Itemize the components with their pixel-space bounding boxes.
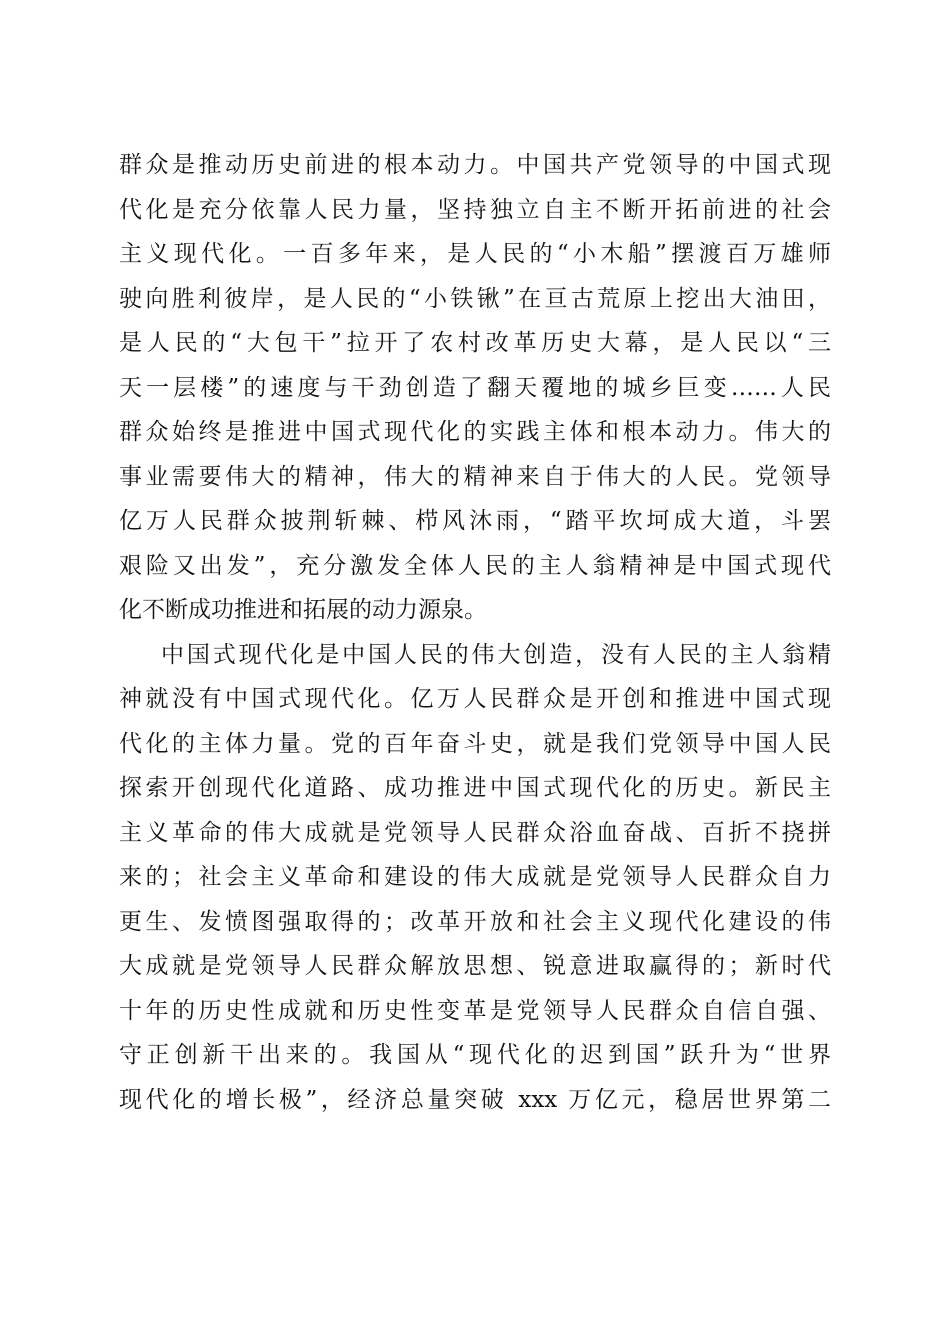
text-line: 十年的历史性成就和历史性变革是党领导人民群众自信自强、 — [119, 997, 831, 1024]
text-line: 是人民的“大包干”拉开了农村改革历史大幕，是人民以“三 — [119, 330, 831, 356]
text-line: 中国式现代化是中国人民的伟大创造，没有人民的主人翁精 — [161, 641, 831, 668]
text-line: 艰险又出发”，充分激发全体人民的主人翁精神是中国式现代 — [119, 552, 831, 579]
text-line: 群众是推动历史前进的根本动力。中国共产党领导的中国式现 — [119, 152, 831, 178]
paragraph-2 — [119, 633, 831, 1123]
text-line: 代化是充分依靠人民力量，坚持独立自主不断开拓前进的社会 — [119, 196, 831, 223]
text-line: 神就没有中国式现代化。亿万人民群众是开创和推进中国式现 — [119, 686, 831, 712]
text-line: 更生、发愤图强取得的；改革开放和社会主义现代化建设的伟 — [119, 908, 831, 935]
text-line: 事业需要伟大的精神，伟大的精神来自于伟大的人民。党领导 — [119, 463, 831, 490]
text-line: 化不断成功推进和拓展的动力源泉。 — [119, 597, 487, 623]
text-line: 群众始终是推进中国式现代化的实践主体和根本动力。伟大的 — [119, 419, 831, 445]
paragraph-1 — [119, 143, 831, 633]
text-line: 来的；社会主义革命和建设的伟大成就是党领导人民群众自力 — [119, 864, 831, 890]
text-line: 探索开创现代化道路、成功推进中国式现代化的历史。新民主 — [119, 775, 831, 801]
text-line: 现代化的增长极”，经济总量突破 xxx 万亿元，稳居世界第二 — [119, 1086, 831, 1113]
text-line: 主义革命的伟大成就是党领导人民群众浴血奋战、百折不挠拼 — [119, 819, 831, 846]
text-line: 大成就是党领导人民群众解放思想、锐意进取赢得的；新时代 — [119, 953, 831, 979]
text-line: 代化的主体力量。党的百年奋斗史，就是我们党领导中国人民 — [119, 730, 831, 757]
text-line: 驶向胜利彼岸，是人民的“小铁锹”在亘古荒原上挖出大油田， — [119, 285, 831, 312]
text-line: 主义现代化。一百多年来，是人民的“小木船”摆渡百万雄师 — [119, 241, 831, 267]
text-line: 守正创新干出来的。我国从“现代化的迟到国”跃升为“世界 — [119, 1042, 831, 1068]
text-line: 亿万人民群众披荆斩棘、栉风沐雨，“踏平坎坷成大道，斗罢 — [119, 508, 831, 534]
text-line: 天一层楼”的速度与干劲创造了翻天覆地的城乡巨变……人民 — [119, 374, 831, 401]
body-text — [119, 143, 831, 1122]
